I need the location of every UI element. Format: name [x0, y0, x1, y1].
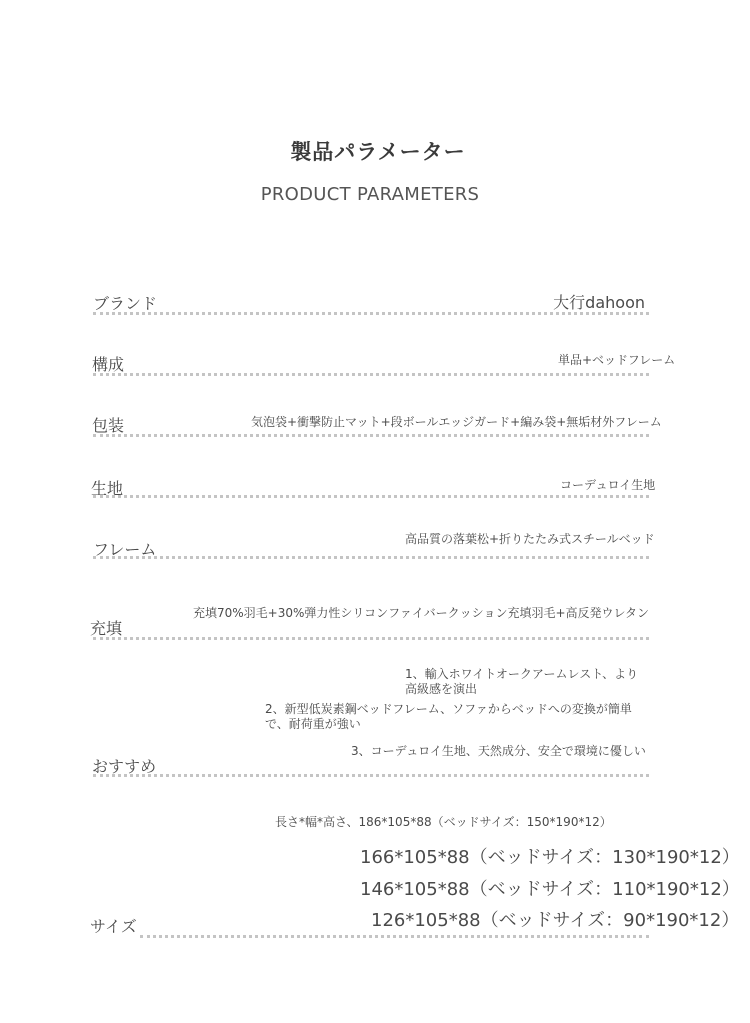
- row-divider: [93, 637, 649, 640]
- frame-value: 高品質の落葉松+折りたたみ式スチールベッド: [405, 532, 655, 546]
- recommend-item-2: 2、新型低炭素鋼ベッドフレーム、ソファからベッドへの変換が簡単で、耐荷重が強い: [265, 702, 632, 731]
- row-divider: [140, 935, 649, 938]
- brand-label: ブランド: [93, 294, 158, 313]
- brand-value: 大行dahoon: [553, 293, 645, 312]
- fabric-label: 生地: [91, 479, 124, 498]
- recommend-item-1: 1、輸入ホワイトオークアームレスト、より高級感を演出: [405, 667, 639, 696]
- row-divider: [93, 312, 649, 315]
- composition-label: 構成: [92, 355, 125, 374]
- frame-label: フレーム: [93, 540, 157, 559]
- size-label: サイズ: [90, 917, 137, 936]
- packaging-label: 包装: [92, 416, 125, 435]
- size-line-3: 146*105*88（ベッドサイズ：110*190*12）: [360, 879, 740, 900]
- composition-value: 単品+ベッドフレーム: [558, 353, 676, 367]
- size-line-2: 166*105*88（ベッドサイズ：130*190*12）: [360, 847, 740, 868]
- row-divider: [93, 495, 649, 498]
- page-title: 製品パラメーター: [290, 140, 466, 164]
- row-divider: [93, 434, 649, 437]
- row-divider: [93, 774, 649, 777]
- recommend-label: おすすめ: [92, 757, 157, 776]
- page-subtitle: PRODUCT PARAMETERS: [260, 184, 480, 205]
- row-divider: [93, 373, 649, 376]
- size-line-4: 126*105*88（ベッドサイズ：90*190*12）: [371, 910, 740, 931]
- recommend-item-3: 3、コーデュロイ生地、天然成分、安全で環境に優しい: [351, 744, 646, 758]
- packaging-value: 気泡袋+衝撃防止マット+段ボールエッジガード+編み袋+無垢材外フレーム: [251, 415, 662, 429]
- fabric-value: コーデュロイ生地: [560, 478, 656, 492]
- row-divider: [93, 556, 649, 559]
- size-line-1: 長さ*幅*高さ、186*105*88（ベッドサイズ：150*190*12）: [275, 815, 612, 829]
- filling-label: 充填: [90, 619, 123, 638]
- filling-value: 充填70%羽毛+30%弾力性シリコンファイバークッション充填羽毛+高反発ウレタン: [193, 606, 650, 620]
